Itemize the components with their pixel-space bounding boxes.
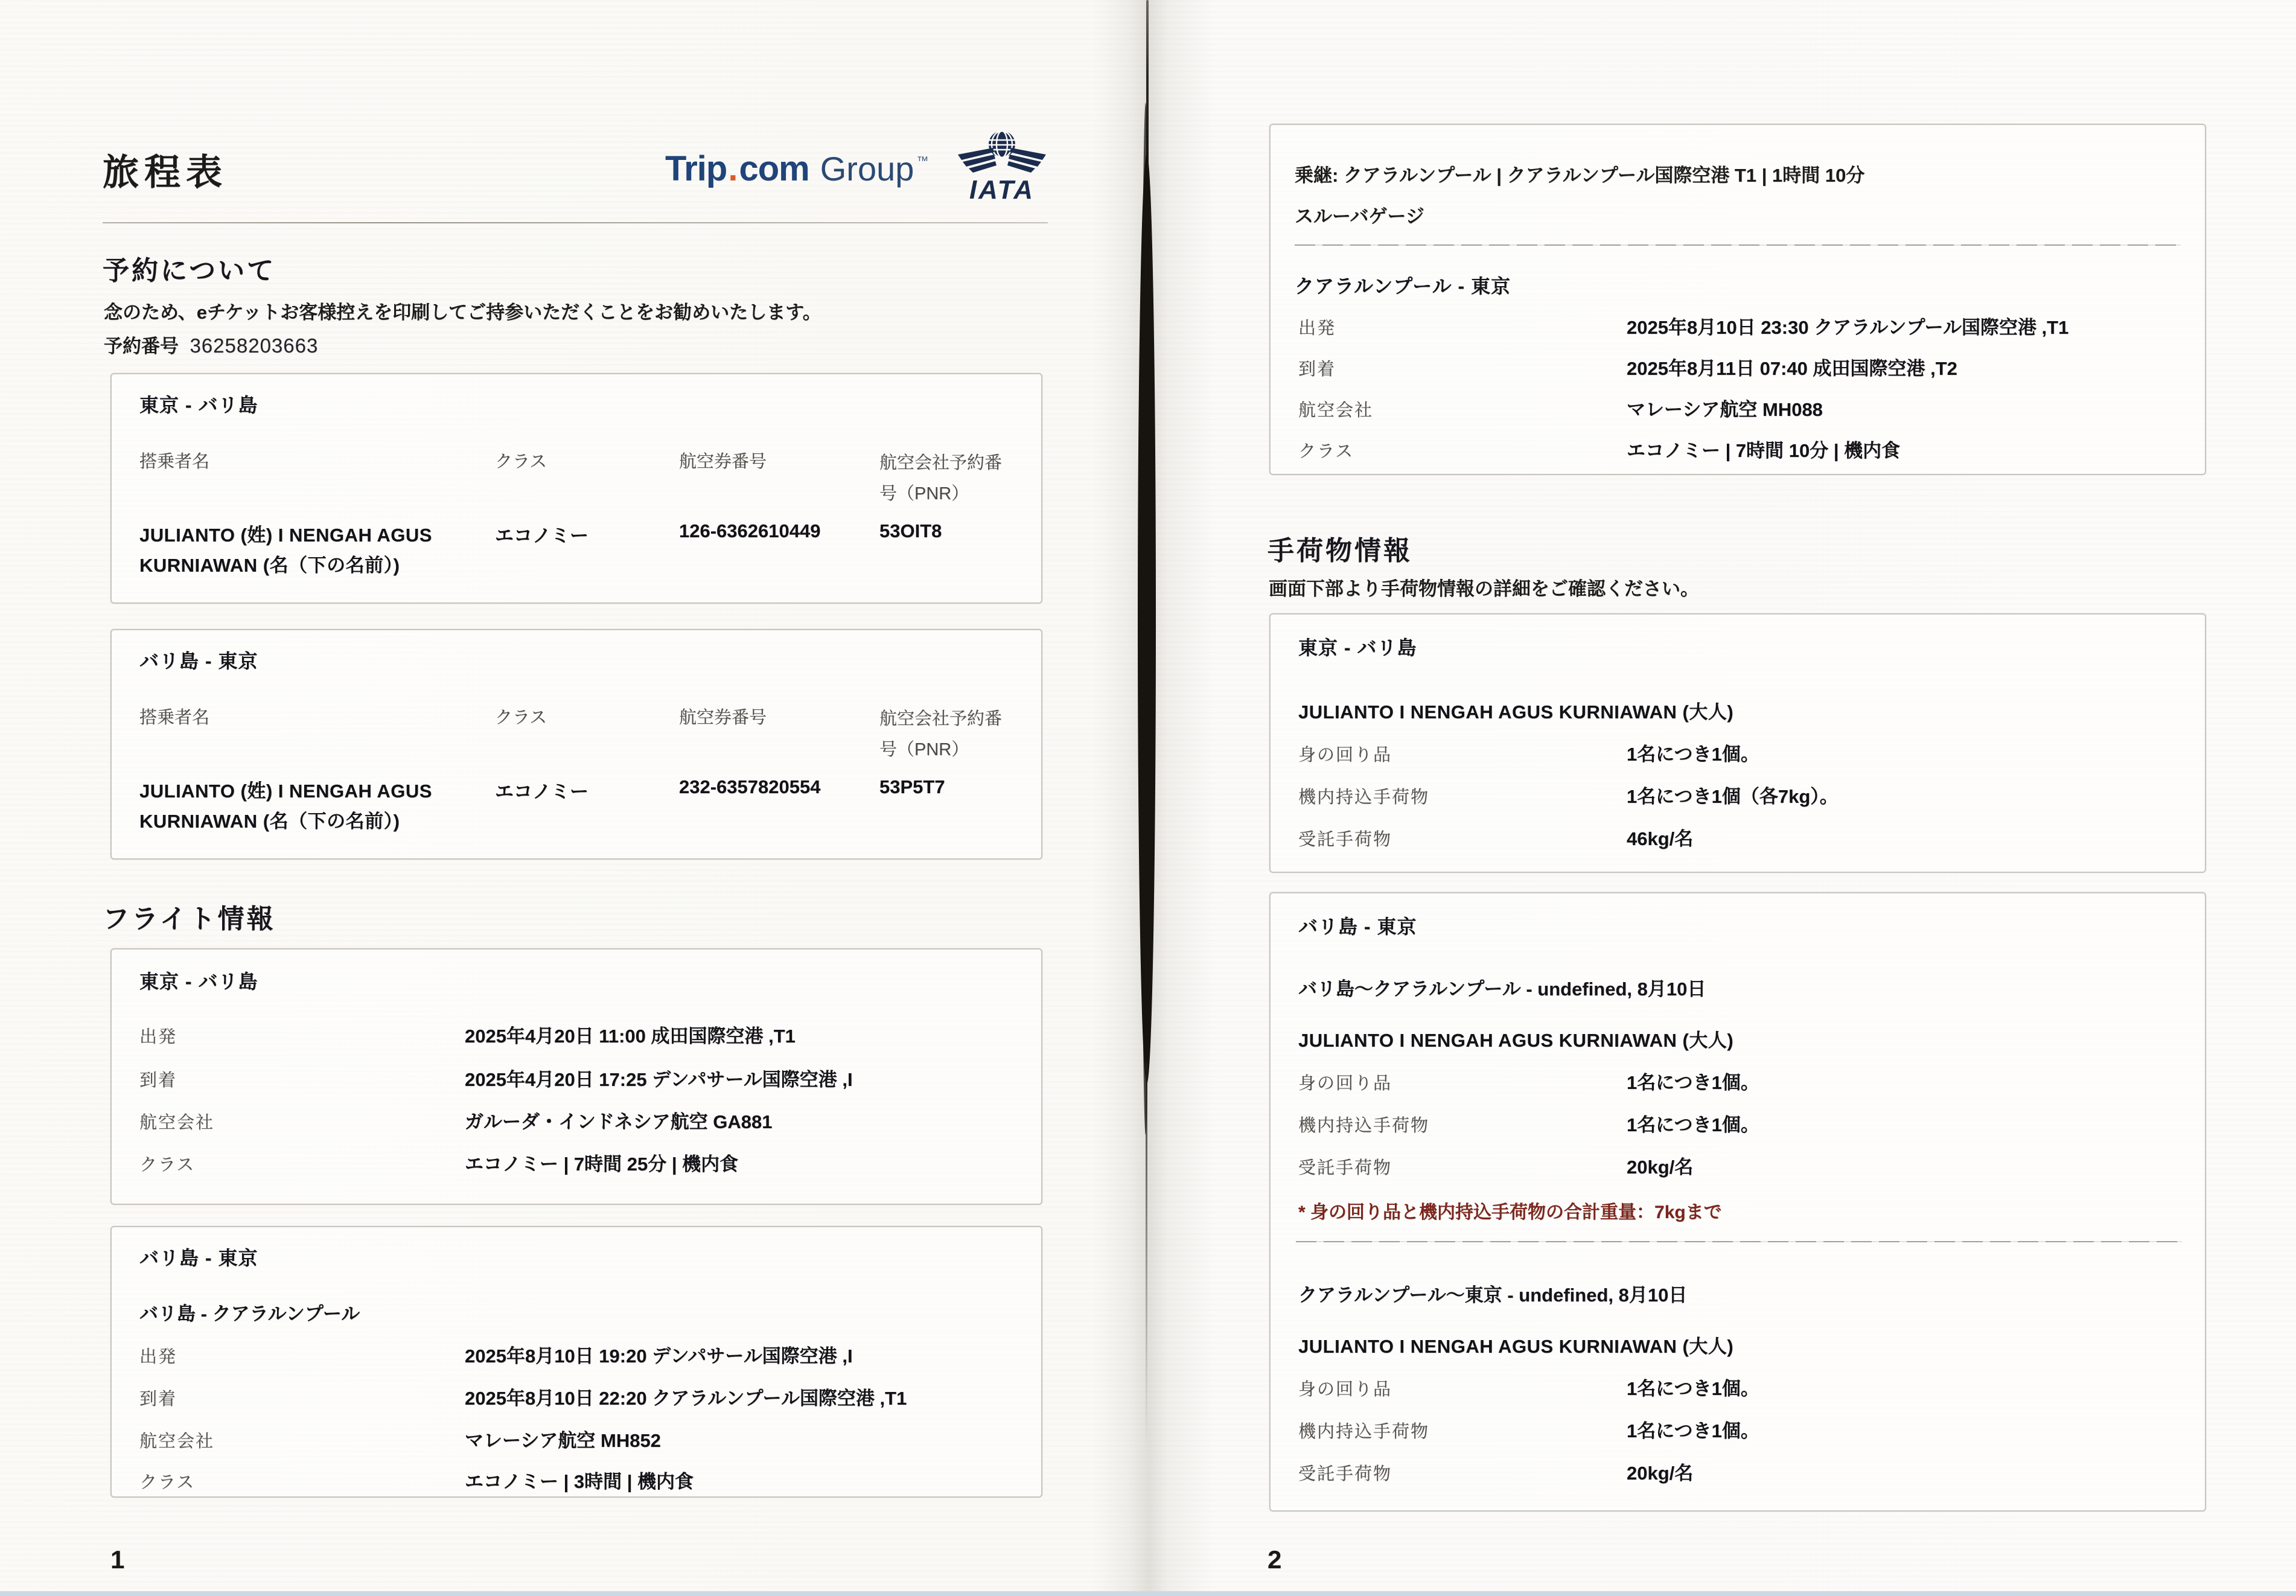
table-route-title: バリ島 - 東京 [139, 650, 258, 672]
flight-label-departure: 出発 [139, 1347, 177, 1367]
table-row-pnr: 53P5T7 [879, 776, 945, 797]
baggage-segment-subtitle: バリ島～クアラルンプール - undefined, 8月10日 [1298, 978, 1706, 1000]
flight-label-arrival: 到着 [139, 1071, 177, 1090]
column-header-pnr: 航空会社予約番号（PNR） [879, 709, 1003, 759]
baggage-segment-subtitle: クアラルンプール～東京 - undefined, 8月10日 [1298, 1285, 1688, 1306]
table-route-title: 東京 - バリ島 [139, 394, 258, 416]
baggage-label-personal-item: 身の回り品 [1298, 745, 1392, 765]
baggage-value-carryon: 1名につき1個。 [1627, 1420, 1759, 1441]
flight-box-kualalumpur-tokyo [1269, 124, 2206, 475]
flight-value-class: エコノミー | 3時間 | 機内食 [465, 1471, 694, 1492]
baggage-passenger-name: JULIANTO I NENGAH AGUS KURNIAWAN (大人) [1298, 1030, 1734, 1051]
baggage-label-personal-item: 身の回り品 [1298, 1380, 1392, 1399]
flight-value-class: エコノミー | 7時間 10分 | 機内食 [1627, 440, 1901, 461]
baggage-section-heading: 手荷物情報 [1268, 536, 1412, 566]
globe-wings-icon [958, 131, 1046, 173]
baggage-box-tokyo-bali [1269, 613, 2206, 873]
baggage-value-checked: 20kg/名 [1627, 1463, 1694, 1484]
page-number-2: 2 [1268, 1545, 1282, 1574]
flight-label-class: クラス [139, 1473, 196, 1492]
baggage-value-personal-item: 1名につき1個。 [1627, 1072, 1759, 1093]
table-row-passenger-name: JULIANTO (姓) I NENGAH AGUS KURNIAWAN (名（下の名前）) [139, 525, 432, 576]
fold-line-bottom [1146, 1062, 1147, 1449]
baggage-box-bali-tokyo [1269, 892, 2206, 1511]
baggage-label-carryon: 機内持込手荷物 [1298, 788, 1430, 807]
flight-box-bali-tokyo [110, 1226, 1042, 1498]
flight-value-airline: マレーシア航空 MH852 [465, 1430, 661, 1451]
fold-shadow-blob [1138, 154, 1156, 1084]
logo-orange-dot-icon: . [728, 149, 738, 188]
logo-trademark: ™ [916, 155, 929, 168]
baggage-value-carryon: 1名につき1個（各7kg）。 [1627, 786, 1838, 807]
table-row-class: エコノミー [495, 525, 588, 546]
flight-label-departure: 出発 [1298, 319, 1336, 338]
passenger-table-tokyo-bali [110, 373, 1042, 604]
booking-number-line [104, 331, 318, 358]
baggage-label-personal-item: 身の回り品 [1298, 1074, 1392, 1093]
flight-label-class: クラス [1298, 442, 1354, 461]
booking-number-label: 予約番号 [104, 336, 179, 357]
iata-logo-text: IATA [969, 175, 1035, 203]
baggage-note: 画面下部より手荷物情報の詳細をご確認ください。 [1269, 578, 1699, 599]
flight-label-airline: 航空会社 [139, 1432, 215, 1451]
through-baggage-label: スルーバゲージ [1295, 206, 1424, 227]
segment-divider [1295, 244, 2181, 246]
baggage-value-personal-item: 1名につき1個。 [1627, 1378, 1759, 1399]
flight-label-airline: 航空会社 [1298, 401, 1374, 420]
flight-value-airline: マレーシア航空 MH088 [1627, 399, 1823, 420]
baggage-label-carryon: 機内持込手荷物 [1298, 1422, 1430, 1441]
header-divider [103, 222, 1048, 223]
flight-value-arrival: 2025年8月11日 07:40 成田国際空港 ,T2 [1627, 358, 1957, 379]
baggage-passenger-name: JULIANTO I NENGAH AGUS KURNIAWAN (大人) [1298, 701, 1734, 723]
scan-bottom-edge [0, 1591, 2296, 1596]
booking-note: 念のため、eチケットお客様控えを印刷してご持参いただくことをお勧めいたします。 [104, 302, 821, 323]
baggage-route-title: 東京 - バリ島 [1298, 637, 1417, 659]
flight-route-title: 東京 - バリ島 [139, 971, 258, 992]
column-header-passenger: 搭乗者名 [139, 708, 210, 727]
flight-label-arrival: 到着 [139, 1390, 177, 1409]
baggage-label-checked: 受託手荷物 [1298, 830, 1392, 849]
flight-value-airline: ガルーダ・インドネシア航空 GA881 [465, 1111, 773, 1132]
segment-divider [1296, 1241, 2182, 1242]
baggage-label-carryon: 機内持込手荷物 [1298, 1116, 1430, 1135]
baggage-value-personal-item: 1名につき1個。 [1627, 744, 1759, 765]
flight-value-class: エコノミー | 7時間 25分 | 機内食 [465, 1154, 739, 1175]
table-row-passenger-name: JULIANTO (姓) I NENGAH AGUS KURNIAWAN (名（下の名前）) [139, 780, 432, 832]
logo-trip-text: Trip [665, 149, 727, 188]
logo-com-text: com [739, 149, 809, 188]
baggage-value-checked: 20kg/名 [1627, 1157, 1694, 1178]
baggage-weight-warning: * 身の回り品と機内持込手荷物の合計重量：7kgまで [1298, 1202, 1722, 1222]
baggage-route-title: バリ島 - 東京 [1298, 916, 1417, 937]
transfer-info-line: 乗継: クアラルンプール | クアラルンプール国際空港 T1 | 1時間 10分 [1295, 165, 1865, 186]
table-row-ticket-number: 126-6362610449 [679, 520, 821, 541]
flight-value-departure: 2025年8月10日 19:20 デンパサール国際空港 ,I [465, 1345, 853, 1367]
baggage-value-carryon: 1名につき1個。 [1627, 1114, 1759, 1135]
flight-label-departure: 出発 [139, 1027, 177, 1047]
passenger-table-bali-tokyo [110, 629, 1042, 860]
column-header-class: クラス [495, 452, 547, 471]
baggage-label-checked: 受託手荷物 [1298, 1464, 1392, 1484]
flight-value-arrival: 2025年4月20日 17:25 デンパサール国際空港 ,I [465, 1069, 853, 1090]
page-number-1: 1 [110, 1545, 125, 1574]
column-header-class: クラス [495, 708, 547, 727]
flight-box-tokyo-bali [110, 948, 1042, 1205]
page-title: 旅程表 [103, 152, 228, 193]
baggage-value-checked: 46kg/名 [1627, 828, 1694, 849]
iata-logo [957, 128, 1047, 203]
column-header-ticket: 航空券番号 [679, 452, 767, 471]
booking-number-value: 36258203663 [190, 334, 319, 357]
column-header-pnr: 航空会社予約番号（PNR） [879, 453, 1003, 503]
table-row-pnr: 53OIT8 [879, 520, 942, 541]
table-row-class: エコノミー [495, 781, 588, 802]
column-header-passenger: 搭乗者名 [139, 452, 210, 471]
flight-section-heading: フライト情報 [103, 904, 276, 934]
flight-label-class: クラス [139, 1155, 196, 1175]
flight-label-airline: 航空会社 [139, 1113, 215, 1132]
booking-section-heading: 予約について [103, 256, 276, 286]
table-row-ticket-number: 232-6357820554 [679, 776, 821, 797]
flight-label-arrival: 到着 [1298, 360, 1336, 379]
flight-value-departure: 2025年8月10日 23:30 クアラルンプール国際空港 ,T1 [1627, 317, 2069, 338]
flight-route-title: バリ島 - 東京 [139, 1247, 258, 1269]
flight-segment-subtitle: クアラルンプール - 東京 [1295, 275, 1511, 297]
column-header-ticket: 航空券番号 [679, 708, 767, 727]
flight-value-departure: 2025年4月20日 11:00 成田国際空港 ,T1 [465, 1026, 796, 1047]
baggage-passenger-name: JULIANTO I NENGAH AGUS KURNIAWAN (大人) [1298, 1336, 1734, 1357]
flight-segment-subtitle: バリ島 - クアラルンプール [139, 1303, 360, 1324]
logo-group-text: Group [820, 150, 914, 188]
flight-value-arrival: 2025年8月10日 22:20 クアラルンプール国際空港 ,T1 [465, 1388, 907, 1409]
tripcom-group-logo [665, 148, 928, 189]
baggage-label-checked: 受託手荷物 [1298, 1158, 1392, 1178]
